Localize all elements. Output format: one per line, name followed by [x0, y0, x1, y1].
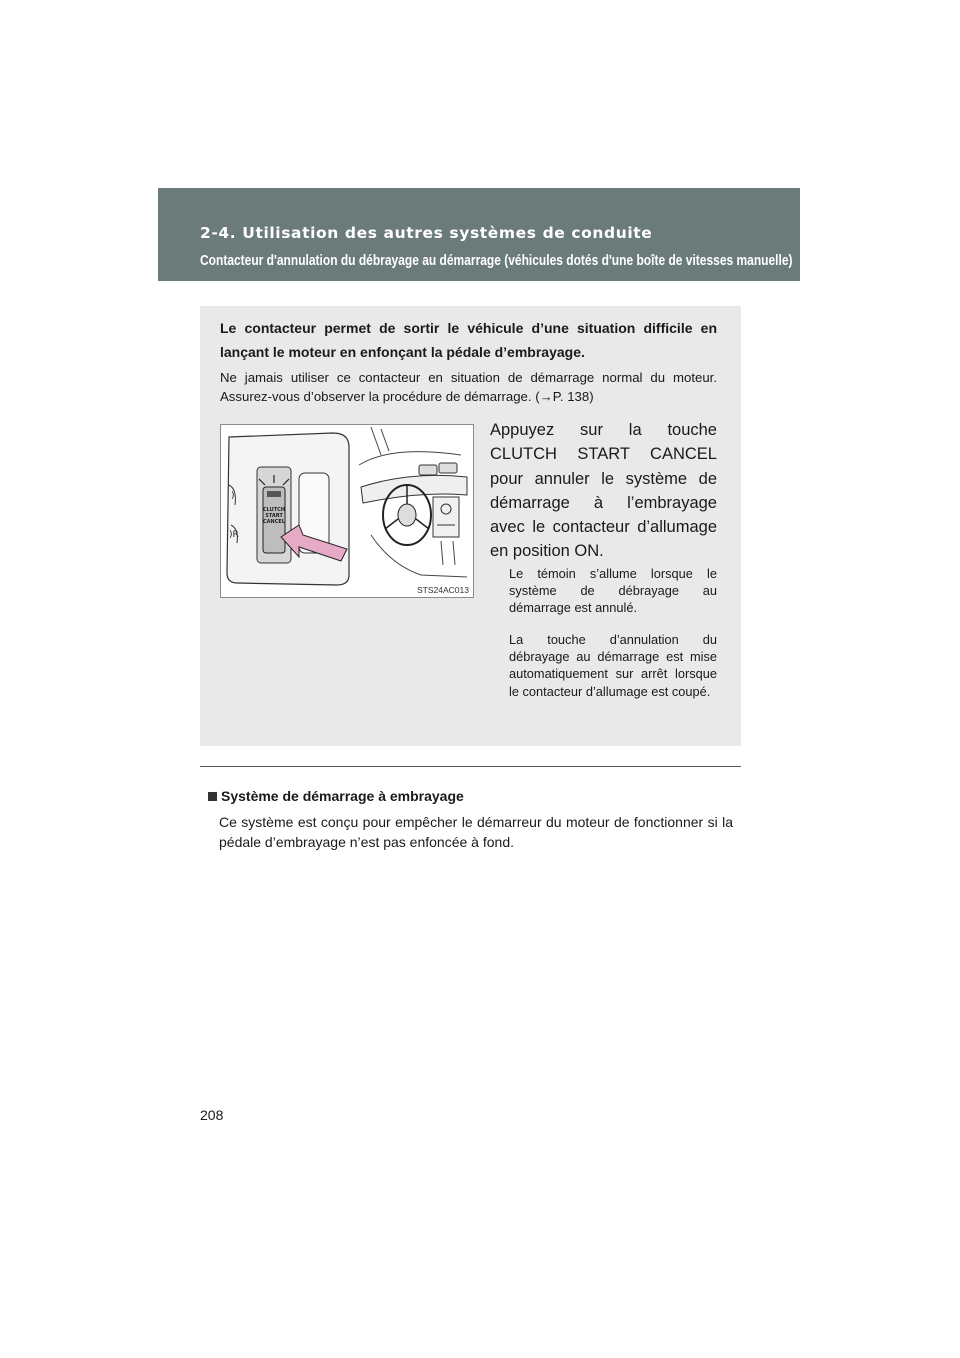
svg-text:): ) [231, 491, 235, 501]
page-number: 208 [200, 1107, 224, 1123]
section-title: 2-4. Utilisation des autres systèmes de conduite [200, 224, 653, 242]
indicator-note: Le témoin s’allume lorsque le système de débrayage au démarrage est annulé. [509, 566, 717, 616]
auto-off-note: La touche d’annulation du débrayage au démarrage est mise automatiquement sur arrêt lorsque le contacteur d’allumage est coupé. [509, 632, 717, 699]
section-heading [208, 786, 464, 806]
section-body: Ce système est conçu pour empêcher le démarreur du moteur de fonctionner si la pédale d’embrayage n’est pas enfoncée à fond. [219, 814, 733, 850]
square-bullet-icon [208, 792, 217, 801]
section-subtitle: Contacteur d'annulation du débrayage au démarrage (véhicules dotés d'une boîte de vitesses manuelle) [200, 252, 793, 269]
chapter-header [158, 188, 800, 281]
section-divider [200, 766, 741, 767]
intro-warning: Ne jamais utiliser ce contacteur en situation de démarrage normal du moteur. Assurez-vous d’observer la procédure de démarrage. (→P. 138) [220, 370, 717, 404]
figure-code: STS24AC013 [417, 585, 469, 595]
svg-text:)R: )R [229, 530, 239, 540]
info-panel [200, 306, 741, 746]
section-heading-text: Système de démarrage à embrayage [221, 788, 464, 804]
intro-statement: Le contacteur permet de sortir le véhicule d’une situation difficile en lançant le moteur en enfonçant la pédale d’embrayage. [220, 320, 717, 360]
instruction-step: Appuyez sur la touche CLUTCH START CANCEL pour annuler le système de démarrage à l’embrayage avec le contacteur d’allumage en position ON. [490, 421, 717, 561]
clutch-cancel-illustration [220, 424, 474, 598]
button-label-line: START [265, 513, 283, 519]
button-label-line: CANCEL [263, 519, 285, 525]
button-label-line: CLUTCH [262, 507, 286, 513]
dashboard-drawing [221, 425, 473, 597]
